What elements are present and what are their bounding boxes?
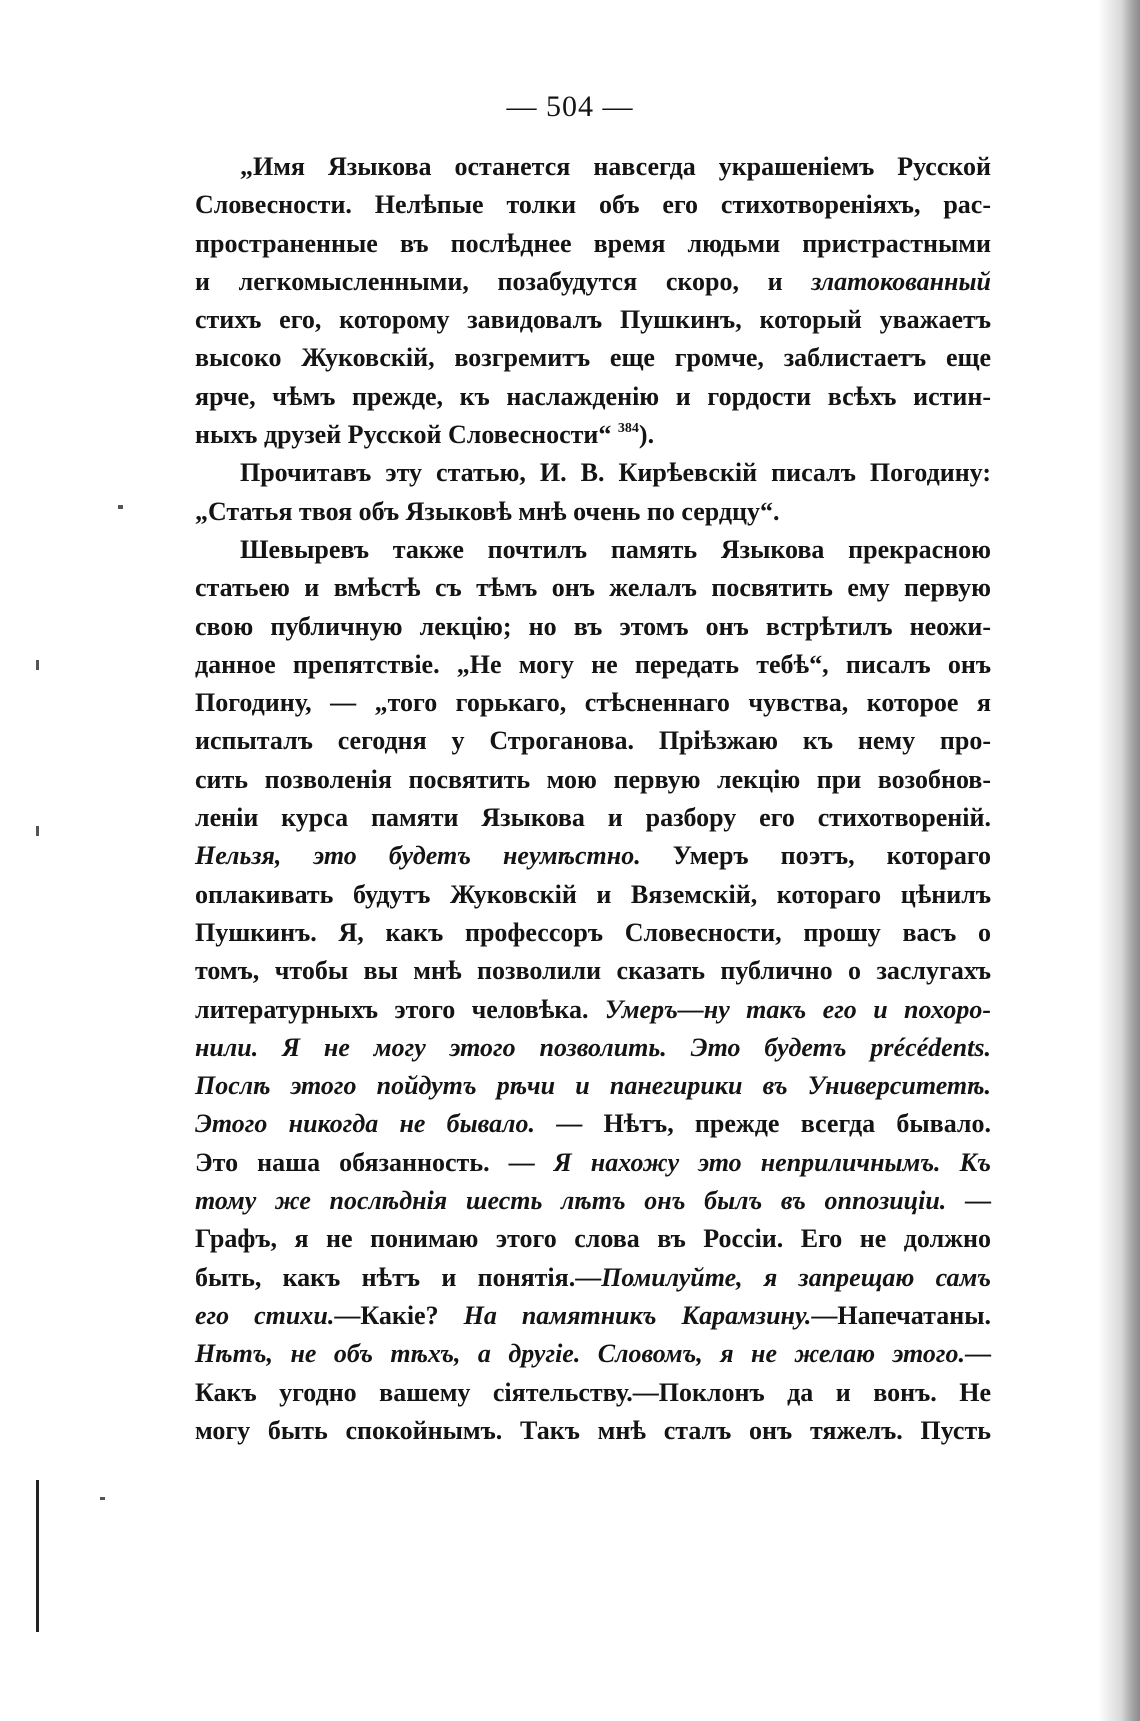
text-segment: и легкомысленными, позабудутся скоро, и xyxy=(195,266,812,296)
italic-segment: Нельзя, это будетъ неумѣстно. xyxy=(195,841,641,871)
text-segment: данное препятствіе. „Не могу не передать тебѣ“, писалъ онъ xyxy=(195,649,991,679)
text-line xyxy=(195,186,991,224)
text-segment: —Какіе? xyxy=(334,1300,464,1330)
text-line xyxy=(195,1220,991,1258)
body-text xyxy=(195,148,991,1450)
text-line xyxy=(195,531,991,569)
text-segment: Пушкинъ. Я, какъ профессоръ Словесности, прошу васъ о xyxy=(195,917,991,947)
italic-segment: тому же послѣднія шесть лѣтъ онъ былъ въ оппозиціи. xyxy=(195,1186,947,1216)
text-line xyxy=(195,837,991,875)
text-line xyxy=(195,339,991,377)
italic-segment: Послѣ этого пойдутъ рѣчи и панегирики въ Университетѣ. xyxy=(195,1071,991,1101)
ink-speck xyxy=(100,1497,105,1500)
text-segment: —Напечатаны. xyxy=(811,1300,991,1330)
text-line xyxy=(195,1144,991,1182)
text-line xyxy=(195,684,991,722)
text-segment: стихъ его, которому завидовалъ Пушкинъ, который уважаетъ xyxy=(195,305,991,335)
text-segment: Это наша обязанность. — xyxy=(195,1147,554,1177)
text-line xyxy=(195,301,991,339)
text-segment: — xyxy=(965,1339,991,1369)
italic-segment: Умеръ—ну такъ его и похоро- xyxy=(604,994,992,1024)
text-line xyxy=(195,761,991,799)
italic-segment: Этого никогда не бывало. xyxy=(195,1109,535,1139)
page-number: — 504 — xyxy=(506,90,634,123)
text-segment: Словесности. Нелѣпые толки объ его стихотвореніяхъ, рас- xyxy=(195,190,991,220)
text-segment: ныхъ друзей Русской Словесности“ xyxy=(195,420,618,450)
text-line xyxy=(195,1374,991,1412)
text-line xyxy=(195,225,991,263)
text-line xyxy=(195,1182,991,1220)
italic-segment: его стихи. xyxy=(195,1300,335,1330)
text-line xyxy=(195,493,991,531)
text-segment: — xyxy=(946,1186,991,1216)
text-line xyxy=(195,1297,991,1335)
text-segment: Прочитавъ эту статью, И. В. Кирѣевскій писалъ Погодину: xyxy=(240,458,991,488)
text-line xyxy=(195,263,991,301)
text-segment: ярче, чѣмъ прежде, къ наслажденію и гордости всѣхъ истин- xyxy=(195,381,991,411)
text-line xyxy=(195,1335,991,1373)
text-segment: Умеръ поэтъ, котораго xyxy=(640,841,992,871)
text-line xyxy=(195,454,991,492)
text-segment: „Статья твоя объ Языковѣ мнѣ очень по сердцу“. xyxy=(195,496,780,526)
text-segment: быть, какъ нѣтъ и понятія.— xyxy=(195,1262,602,1292)
text-segment: могу быть спокойнымъ. Такъ мнѣ сталъ онъ тяжелъ. Пусть xyxy=(195,1415,991,1445)
italic-segment: златокованный xyxy=(811,266,991,296)
text-segment: литературныхъ этого человѣка. xyxy=(195,994,605,1024)
text-line xyxy=(195,608,991,646)
text-line xyxy=(195,876,991,914)
text-line xyxy=(195,952,991,990)
text-segment: леніи курса памяти Языкова и разбору его стихотвореній. xyxy=(195,803,991,833)
text-line xyxy=(195,1105,991,1143)
italic-segment: Помилуйте, я запрещаю самъ xyxy=(601,1262,991,1292)
text-segment: испыталъ сегодня у Строганова. Пріѣзжаю къ нему про- xyxy=(195,726,991,756)
ink-speck xyxy=(36,660,39,670)
text-line xyxy=(195,148,991,186)
text-segment: высоко Жуковскій, возгремитъ еще громче, заблистаетъ еще xyxy=(195,343,991,373)
text-segment: Шевыревъ также почтилъ память Языкова прекрасною xyxy=(240,534,991,564)
italic-segment: На памятникъ Карамзину. xyxy=(463,1300,812,1330)
italic-segment: нили. Я не могу этого позволить. Это будетъ précédents. xyxy=(195,1032,991,1062)
text-segment: Графъ, я не понимаю этого слова въ Россіи. Его не должно xyxy=(195,1224,991,1254)
text-segment: пространенные въ послѣднее время людьми пристрастными xyxy=(195,228,991,258)
text-line xyxy=(195,1412,991,1450)
text-line xyxy=(195,991,991,1029)
italic-segment: Я нахожу это неприличнымъ. Къ xyxy=(553,1147,991,1177)
text-segment: оплакивать будутъ Жуковскій и Вяземскій, котораго цѣнилъ xyxy=(195,879,991,909)
text-segment: — Нѣтъ, прежде всегда бывало. xyxy=(534,1109,992,1139)
text-line xyxy=(195,378,991,416)
text-segment: Какъ угодно вашему сіятельству.—Поклонъ да и вонъ. Не xyxy=(195,1377,991,1407)
page-binding-shadow xyxy=(1098,0,1140,1721)
text-line xyxy=(195,799,991,837)
text-line xyxy=(195,914,991,952)
margin-mark xyxy=(36,1480,39,1632)
text-segment: сить позволенія посвятить мою первую лекцію при возобнов- xyxy=(195,764,991,794)
text-segment: „Имя Языкова останется навсегда украшеніемъ Русской xyxy=(240,152,991,181)
text-line xyxy=(195,416,991,454)
text-segment: свою публичную лекцію; но въ этомъ онъ встрѣтилъ неожи- xyxy=(195,611,991,641)
ink-speck xyxy=(36,826,39,836)
italic-segment: Нѣтъ, не объ тѣхъ, а другіе. Словомъ, я не желаю этого. xyxy=(195,1339,965,1369)
text-segment: ). xyxy=(638,420,655,450)
text-segment: статьею и вмѣстѣ съ тѣмъ онъ желалъ посвятить ему первую xyxy=(195,573,991,603)
text-line xyxy=(195,1259,991,1297)
text-line xyxy=(195,646,991,684)
ink-speck xyxy=(118,505,123,509)
text-line xyxy=(195,722,991,760)
text-line xyxy=(195,569,991,607)
text-line xyxy=(195,1067,991,1105)
text-segment: томъ, чтобы вы мнѣ позволили сказать публично о заслугахъ xyxy=(195,956,991,986)
text-segment: Погодину, — „того горькаго, стѣсненнаго чувства, которое я xyxy=(195,688,991,718)
text-line xyxy=(195,1029,991,1067)
footnote-ref: 384 xyxy=(617,421,639,437)
